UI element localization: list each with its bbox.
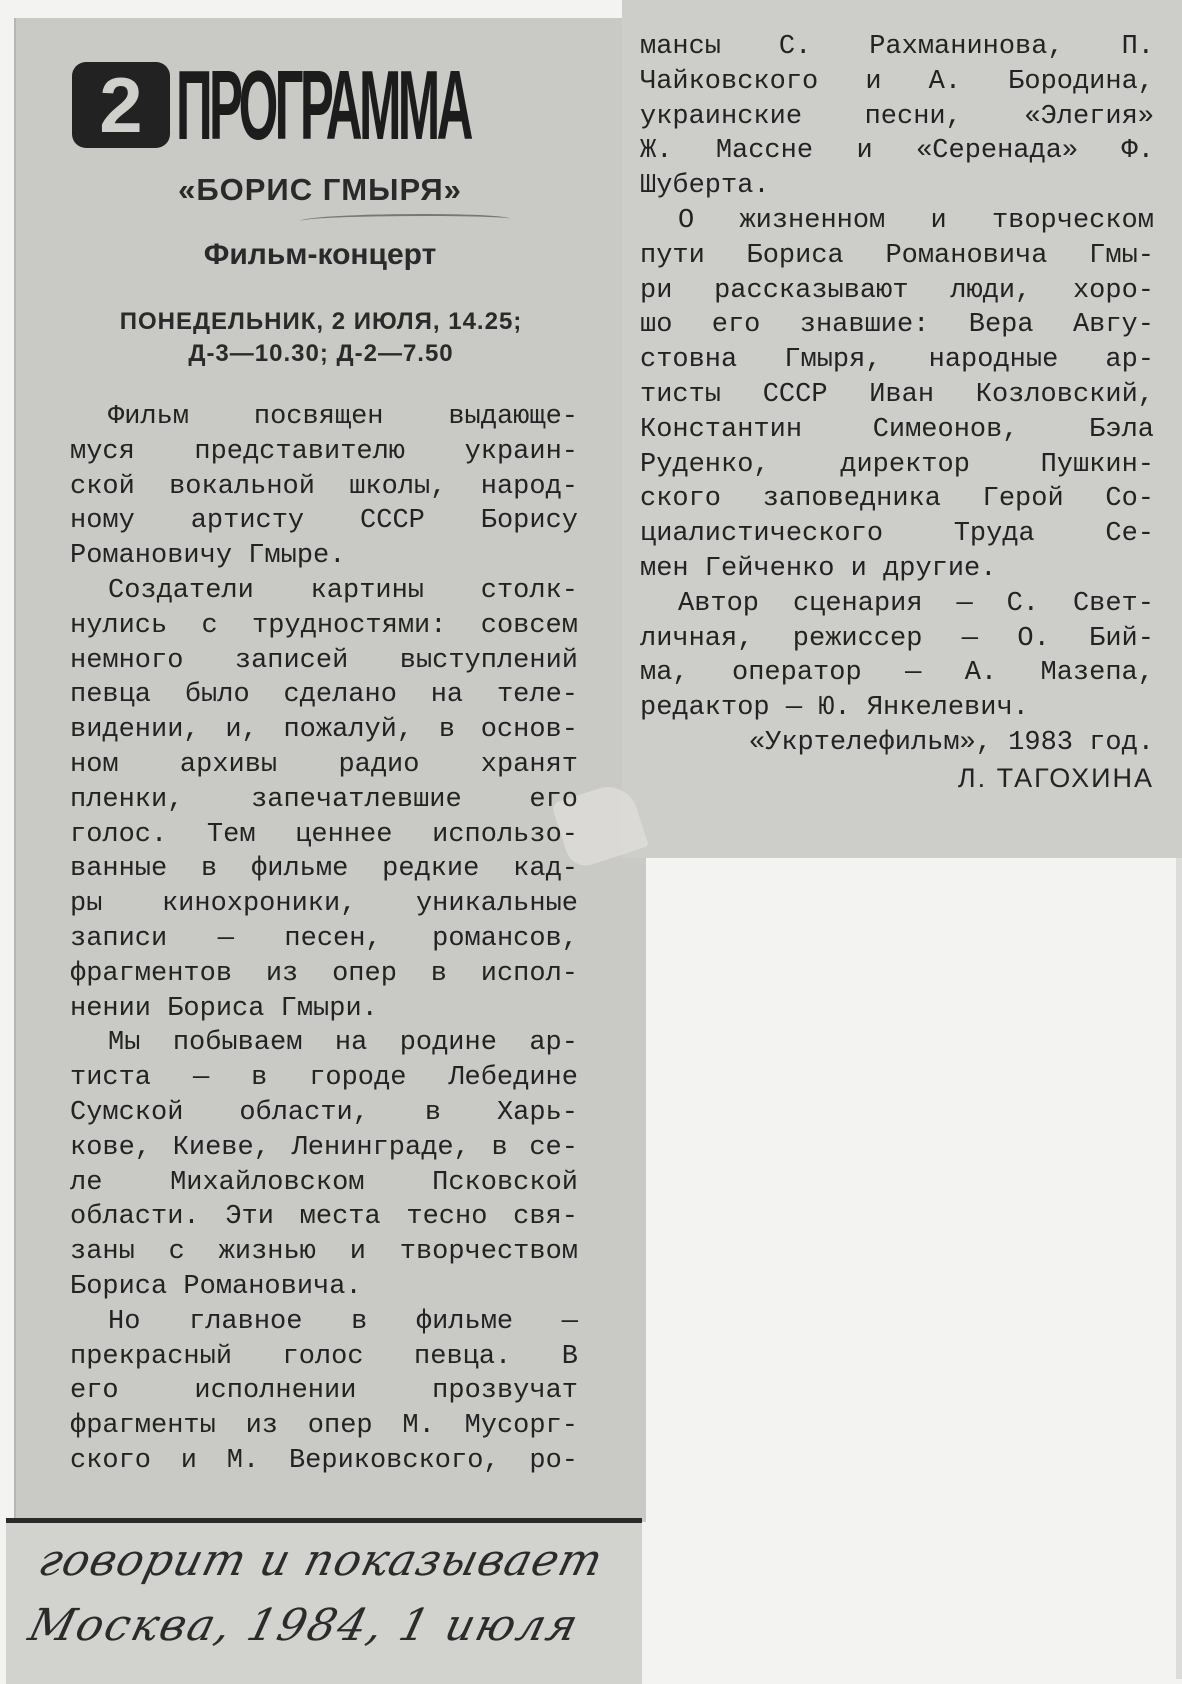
article-line: пути Бориса Романовича Гмы- xyxy=(640,240,1154,271)
article-line: Но главное в фильме — xyxy=(108,1306,578,1337)
handwritten-note-line: Москва, 1984, 1 июля xyxy=(23,1600,585,1651)
article-line: его исполнении прозвучат xyxy=(70,1376,578,1407)
handwritten-note-line: говорит и показывает xyxy=(33,1535,609,1586)
article-line: видении, и, пожалуй, в основ- xyxy=(70,715,578,746)
pencil-underline xyxy=(300,214,510,226)
article-line: Мы побываем на родине ар- xyxy=(108,1028,578,1059)
article-line: Сумской области, в Харь- xyxy=(70,1097,578,1128)
article-right-column xyxy=(640,30,1154,796)
film-genre: Фильм-концерт xyxy=(203,238,437,271)
article-line: муся представителю украин- xyxy=(70,436,578,467)
article-line: Бориса Романовича. xyxy=(70,1271,362,1302)
article-line: редактор — Ю. Янкелевич. xyxy=(640,693,1029,724)
article-line: ского и М. Вериковского, ро- xyxy=(70,1445,578,1476)
article-line: стовна Гмыря, народные ар- xyxy=(640,345,1154,376)
article-line: личная, режиссер — О. Бий- xyxy=(640,623,1154,654)
article-line: циалистического Труда Се- xyxy=(640,519,1154,550)
program-heading: ПРОГРАММА xyxy=(176,49,470,160)
article-line: певца было сделано на теле- xyxy=(70,680,578,711)
article-line: ры кинохроники, уникальные xyxy=(70,889,578,920)
article-line: прекрасный голос певца. В xyxy=(70,1341,578,1372)
article-line: кове, Киеве, Ленинграде, в се- xyxy=(70,1132,578,1163)
article-line: украинские песни, «Элегия» xyxy=(640,101,1154,132)
article-line: Создатели картины столк- xyxy=(108,575,578,606)
article-line: тиста — в городе Лебедине xyxy=(70,1063,578,1094)
article-line: нении Бориса Гмыри. xyxy=(70,993,378,1024)
broadcast-schedule xyxy=(62,306,580,370)
article-line: ном архивы радио хранят xyxy=(70,749,578,780)
article-line: О жизненном и творческом xyxy=(678,205,1154,236)
article-line: фрагментов из опер в испол- xyxy=(70,958,578,989)
article-line: записи — песен, романсов, xyxy=(70,923,578,954)
article-line: пленки, запечатлевшие его xyxy=(70,784,578,815)
article-left-column xyxy=(70,400,578,1479)
article-line: шо его знавшие: Вера Авгу- xyxy=(640,310,1154,341)
article-line: ма, оператор — А. Мазепа, xyxy=(640,658,1154,689)
article-line: ского заповедника Герой Со- xyxy=(640,484,1154,515)
article-line: ванные в фильме редкие кад- xyxy=(70,854,578,885)
article-line: Руденко, директор Пушкин- xyxy=(640,449,1154,480)
article-line: фрагменты из опер М. Мусорг- xyxy=(70,1411,578,1442)
article-line: тисты СССР Иван Козловский, xyxy=(640,379,1154,410)
article-line: Автор сценария — С. Свет- xyxy=(678,588,1154,619)
article-line: ри рассказывают люди, хоро- xyxy=(640,275,1154,306)
article-line: Константин Симеонов, Бэла xyxy=(640,414,1154,445)
article-line: Ж. Массне и «Серенада» Ф. xyxy=(640,136,1154,167)
article-line: нулись с трудностями: совсем xyxy=(70,610,578,641)
schedule-line: Д-3—10.30; Д-2—7.50 xyxy=(188,340,454,367)
article-line: «Укртелефильм», 1983 год. xyxy=(748,727,1154,758)
article-line: мен Гейченко и другие. xyxy=(640,553,997,584)
channel-number-badge: 2 xyxy=(72,62,170,148)
article-line: Чайковского и А. Бородина, xyxy=(640,66,1154,97)
article-line: области. Эти места тесно свя- xyxy=(70,1202,578,1233)
schedule-line: ПОНЕДЕЛЬНИК, 2 ИЮЛЯ, 14.25; xyxy=(119,308,523,335)
article-line: мансы С. Рахманинова, П. xyxy=(640,32,1154,62)
article-line: немного записей выступлений xyxy=(70,645,578,676)
article-line: ному артисту СССР Борису xyxy=(70,506,578,537)
article-line: ской вокальной школы, народ- xyxy=(70,471,578,502)
film-title: «БОРИС ГМЫРЯ» xyxy=(178,172,462,207)
author-signature: Л. ТАГОХИНА xyxy=(957,762,1154,793)
article-line: заны с жизнью и творчеством xyxy=(70,1237,578,1268)
article-line: ле Михайловском Псковской xyxy=(70,1167,578,1198)
article-line: Фильм посвящен выдающе- xyxy=(108,402,578,432)
article-line: голос. Тем ценнее использо- xyxy=(70,819,578,850)
article-line: Шуберта. xyxy=(640,171,770,202)
article-line: Романовичу Гмыре. xyxy=(70,541,346,572)
